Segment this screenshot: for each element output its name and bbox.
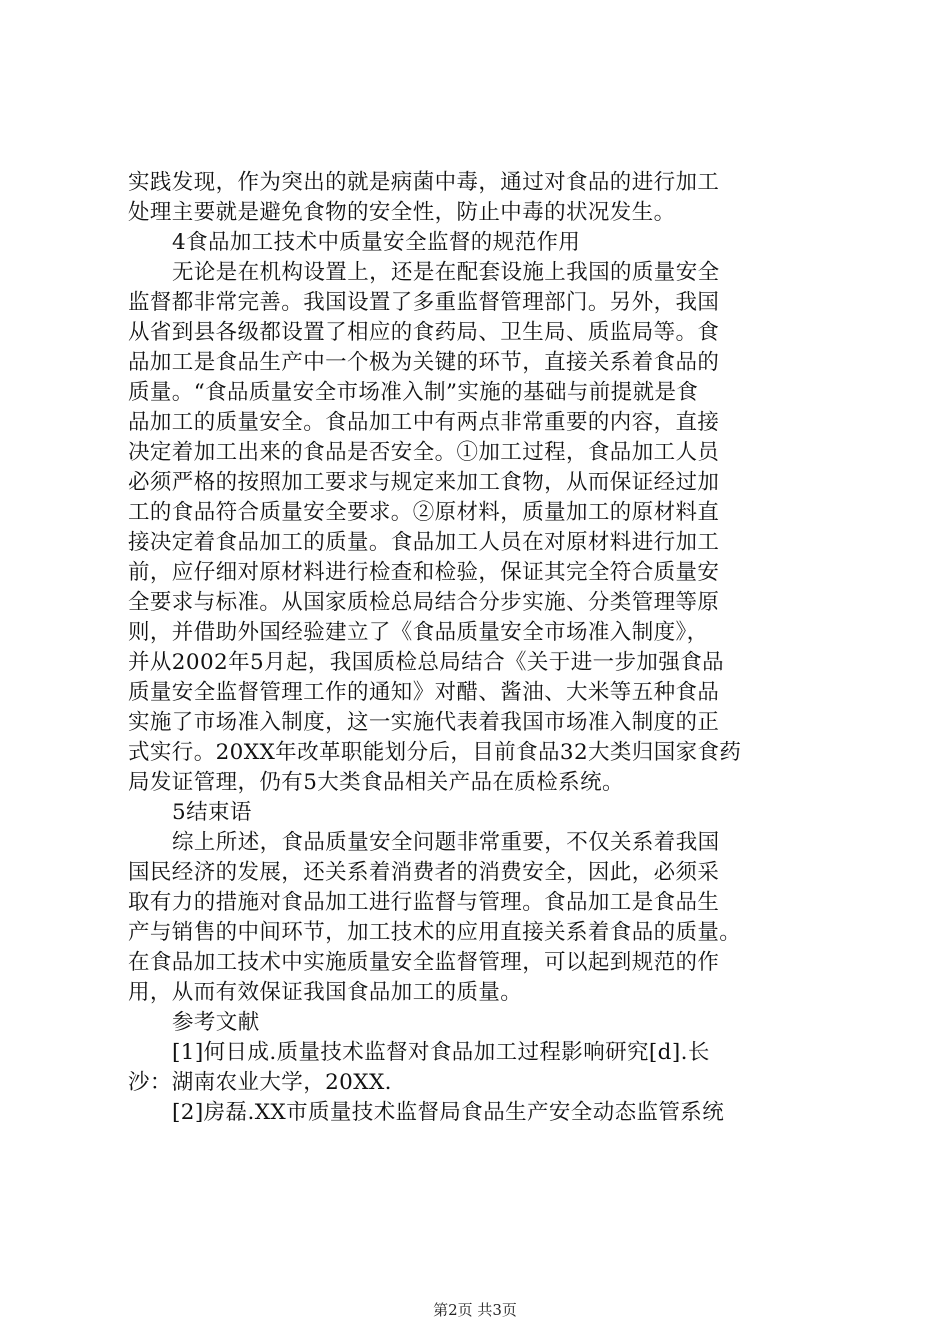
- text-line: 监督都非常完善。我国设置了多重监督管理部门。另外，我国: [128, 290, 720, 315]
- text-line: 决定着加工出来的食品是否安全。①加工过程，食品加工人员: [128, 440, 720, 465]
- text-line: 参考文献: [172, 1010, 260, 1035]
- text-line: 品加工的质量安全。食品加工中有两点非常重要的内容，直接: [128, 410, 720, 435]
- text-line: 沙：湖南农业大学，20XX.: [128, 1070, 392, 1095]
- text-line: 接决定着食品加工的质量。食品加工人员在对原材料进行加工: [128, 530, 720, 555]
- text-line: 实践发现，作为突出的就是病菌中毒，通过对食品的进行加工: [128, 170, 720, 195]
- text-line: 必须严格的按照加工要求与规定来加工食物，从而保证经过加: [128, 470, 720, 495]
- text-line: 则，并借助外国经验建立了《食品质量安全市场准入制度》，: [128, 620, 709, 645]
- text-line: [1]何日成.质量技术监督对食品加工过程影响研究[d].长: [172, 1040, 710, 1065]
- text-line: 式实行。20XX年改革职能划分后，目前食品32大类归国家食药: [128, 740, 742, 765]
- text-line: 取有力的措施对食品加工进行监督与管理。食品加工是食品生: [128, 890, 720, 915]
- text-line: 4食品加工技术中质量安全监督的规范作用: [172, 230, 581, 255]
- text-line: 国民经济的发展，还关系着消费者的消费安全，因此，必须采: [128, 860, 720, 885]
- text-line: 质量安全监督管理工作的通知》对醋、酱油、大米等五种食品: [128, 680, 720, 705]
- text-line: 质量。“食品质量安全市场准入制”实施的基础与前提就是食: [128, 380, 699, 405]
- text-line: 处理主要就是避免食物的安全性，防止中毒的状况发生。: [128, 200, 676, 225]
- text-line: 从省到县各级都设置了相应的食药局、卫生局、质监局等。食: [128, 320, 720, 345]
- text-line: 用，从而有效保证我国食品加工的质量。: [128, 980, 523, 1005]
- text-line: 综上所述，食品质量安全问题非常重要，不仅关系着我国: [172, 830, 720, 855]
- text-line: 品加工是食品生产中一个极为关键的环节，直接关系着食品的: [128, 350, 720, 375]
- text-line: 在食品加工技术中实施质量安全监督管理，可以起到规范的作: [128, 950, 720, 975]
- text-line: 全要求与标准。从国家质检总局结合分步实施、分类管理等原: [128, 590, 720, 615]
- text-line: 5结束语: [172, 800, 252, 825]
- text-line: 无论是在机构设置上，还是在配套设施上我国的质量安全: [172, 260, 720, 285]
- page-footer: 第2页 共3页: [433, 1301, 517, 1319]
- text-line: 产与销售的中间环节，加工技术的应用直接关系着食品的质量。: [128, 920, 742, 945]
- text-line: [2]房磊.XX市质量技术监督局食品生产安全动态监管系统: [172, 1100, 725, 1125]
- text-line: 前，应仔细对原材料进行检查和检验，保证其完全符合质量安: [128, 560, 720, 585]
- text-line: 局发证管理，仍有5大类食品相关产品在质检系统。: [128, 770, 624, 795]
- text-line: 并从2002年5月起，我国质检总局结合《关于进一步加强食品: [128, 650, 724, 675]
- text-line: 实施了市场准入制度，这一实施代表着我国市场准入制度的正: [128, 710, 720, 735]
- document-body: [128, 168, 833, 1128]
- text-line: 工的食品符合质量安全要求。②原材料，质量加工的原材料直: [128, 500, 720, 525]
